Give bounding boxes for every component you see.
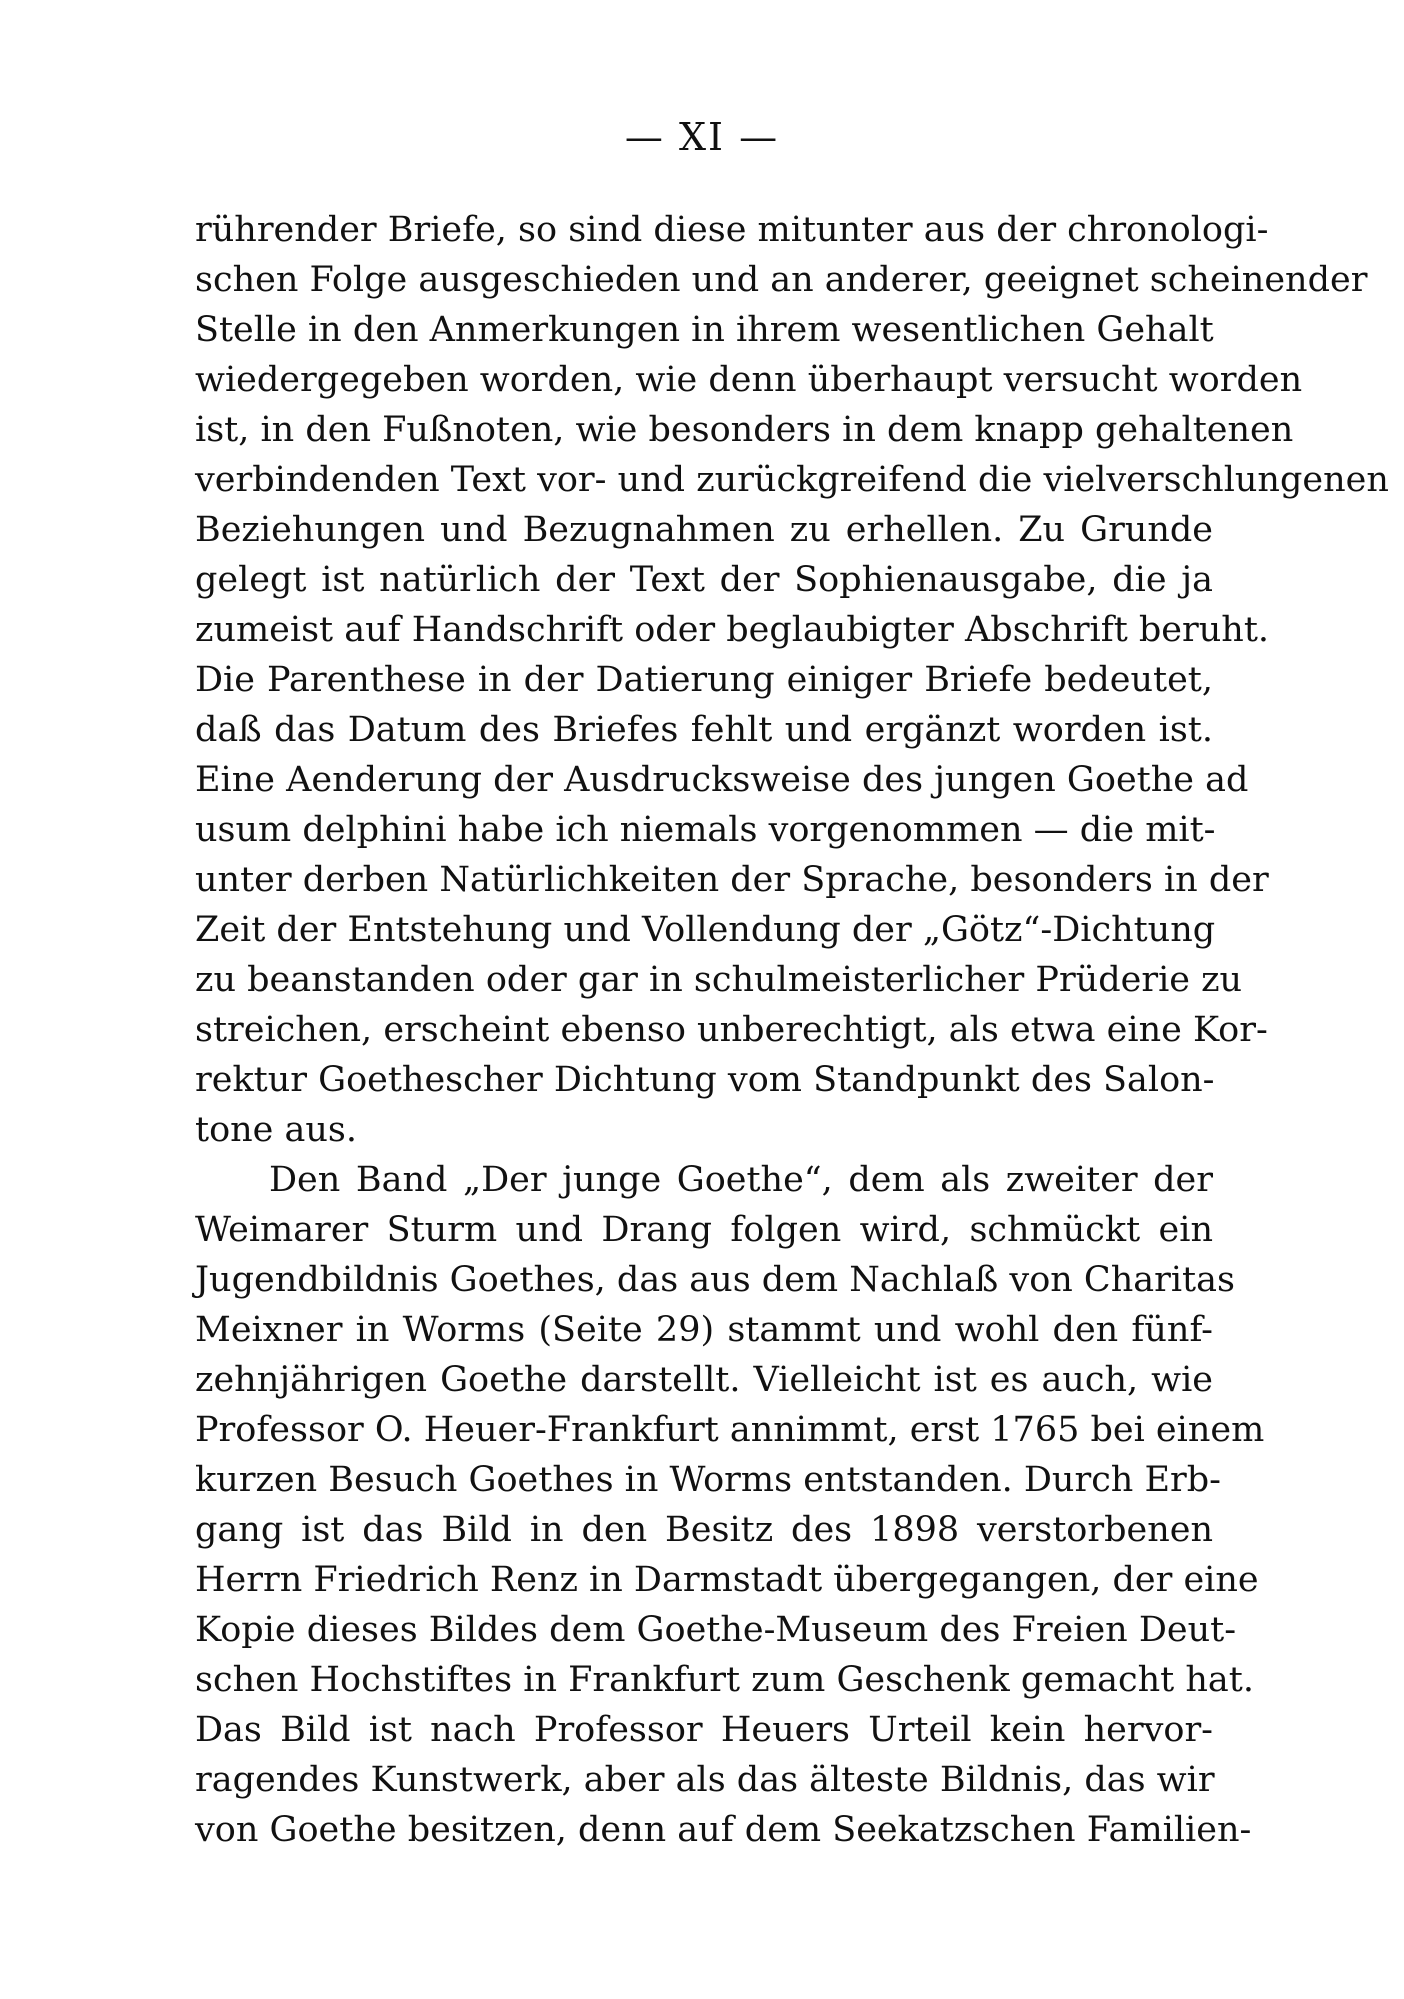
text-line: Die Parenthese in der Datierung einiger Briefe bedeutet, (195, 660, 1213, 700)
text-line: zumeist auf Handschrift oder beglaubigter Abschrift beruht. (195, 610, 1270, 650)
text-line: usum delphini habe ich niemals vorgenommen — die mit- (195, 810, 1216, 850)
body-text (195, 205, 1389, 1855)
text-line: zu beanstanden oder gar in schulmeisterlicher Prüderie zu (195, 960, 1243, 1000)
text-line: Professor O. Heuer-Frankfurt annimmt, erst 1765 bei einem (195, 1410, 1265, 1450)
text-line: rührender Briefe, so sind diese mitunter aus der chronologi- (195, 210, 1269, 250)
text-line: gang ist das Bild in den Besitz des 1898 verstorbenen (195, 1510, 1213, 1550)
text-line: Kopie dieses Bildes dem Goethe-Museum des Freien Deut- (195, 1610, 1237, 1650)
text-line: Jugendbildnis Goethes, das aus dem Nachlaß von Charitas (195, 1260, 1235, 1300)
paragraph-start-line: Den Band „Der junge Goethe“, dem als zweiter der (269, 1160, 1213, 1200)
text-line: unter derben Natürlichkeiten der Sprache, besonders in der (195, 860, 1269, 900)
text-line: Das Bild ist nach Professor Heuers Urteil kein hervor- (195, 1710, 1213, 1750)
text-line: streichen, erscheint ebenso unberechtigt, als etwa eine Kor- (195, 1010, 1268, 1050)
text-line: Weimarer Sturm und Drang folgen wird, schmückt ein (195, 1210, 1213, 1250)
text-line: wiedergegeben worden, wie denn überhaupt versucht worden (195, 360, 1303, 400)
text-line: schen Hochstiftes in Frankfurt zum Geschenk gemacht hat. (195, 1660, 1254, 1700)
text-line: zehnjährigen Goethe darstellt. Vielleicht ist es auch, wie (195, 1360, 1213, 1400)
text-line: Zeit der Entstehung und Vollendung der „Götz“-Dichtung (195, 910, 1216, 950)
text-line: Stelle in den Anmerkungen in ihrem wesentlichen Gehalt (195, 310, 1214, 350)
text-line: verbindenden Text vor- und zurückgreifend die vielverschlungenen (195, 460, 1389, 500)
text-line: gelegt ist natürlich der Text der Sophienausgabe, die ja (195, 560, 1213, 600)
text-line: kurzen Besuch Goethes in Worms entstanden. Durch Erb- (195, 1460, 1221, 1500)
text-line: Meixner in Worms (Seite 29) stammt und wohl den fünf- (195, 1310, 1213, 1350)
paragraph-end-line: tone aus. (195, 1110, 358, 1150)
text-line: Beziehungen und Bezugnahmen zu erhellen. Zu Grunde (195, 510, 1213, 550)
text-line: Eine Aenderung der Ausdrucksweise des jungen Goethe ad (195, 760, 1249, 800)
text-line: ist, in den Fußnoten, wie besonders in dem knapp gehaltenen (195, 410, 1294, 450)
text-line: rektur Goethescher Dichtung vom Standpunkt des Salon- (195, 1060, 1215, 1100)
text-line: von Goethe besitzen, denn auf dem Seekatzschen Familien- (195, 1810, 1252, 1850)
page-number: — XI — (624, 115, 780, 159)
text-line: Herrn Friedrich Renz in Darmstadt übergegangen, der eine (195, 1560, 1259, 1600)
text-line: schen Folge ausgeschieden und an anderer, geeignet scheinender (195, 260, 1368, 300)
text-line: ragendes Kunstwerk, aber als das älteste Bildnis, das wir (195, 1760, 1215, 1800)
text-line: daß das Datum des Briefes fehlt und ergänzt worden ist. (195, 710, 1213, 750)
